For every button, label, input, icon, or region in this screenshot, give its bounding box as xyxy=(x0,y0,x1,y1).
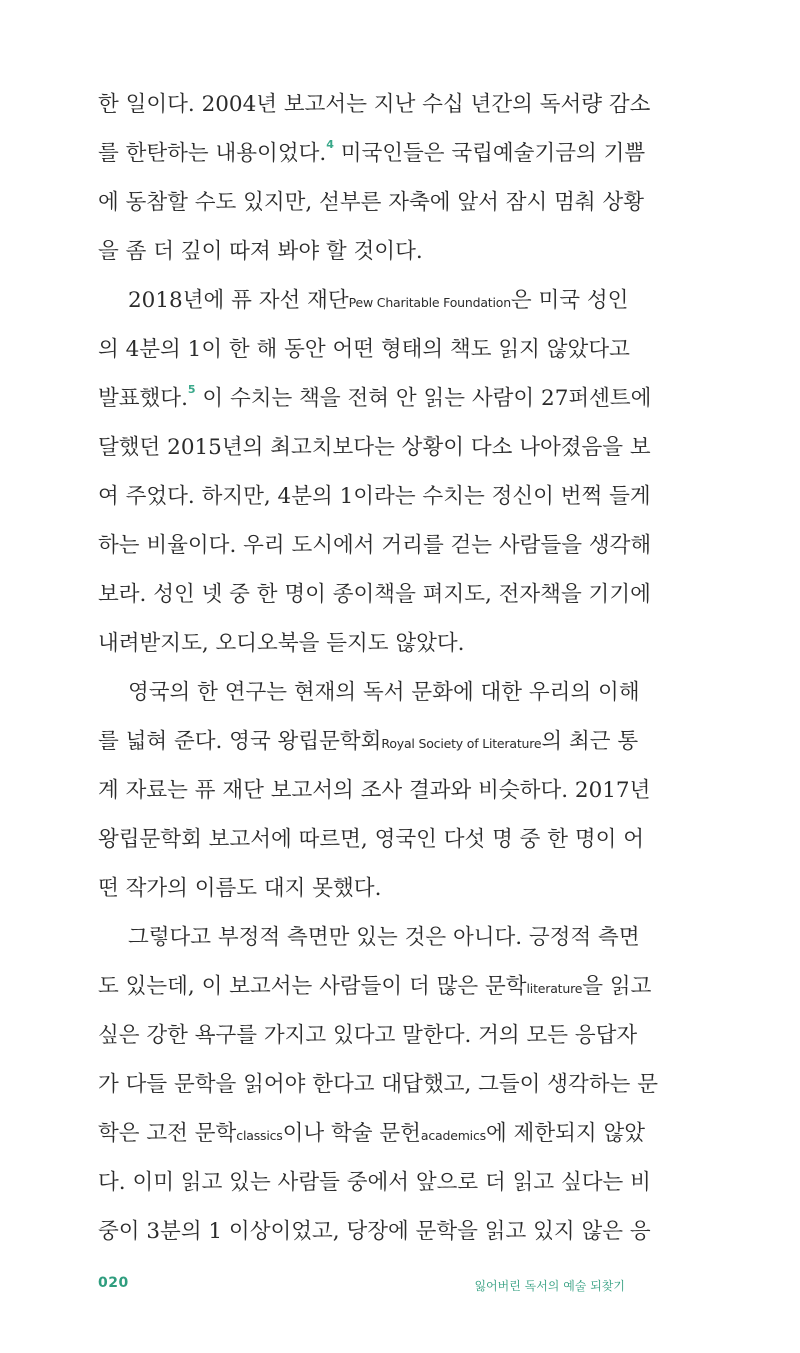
text-line xyxy=(98,815,645,864)
text-line xyxy=(98,1109,646,1158)
line-text: 2018년에 퓨 자선 재단 xyxy=(128,288,349,313)
text-line xyxy=(98,423,651,472)
text-line xyxy=(98,227,625,276)
line-text: 다. 이미 읽고 있는 사람들 중에서 앞으로 더 읽고 싶다는 비 xyxy=(98,1170,651,1195)
body-text xyxy=(98,80,658,1256)
page-footer xyxy=(98,1275,625,1297)
footnote-marker-5[interactable]: 5 xyxy=(187,383,196,396)
text-line xyxy=(98,276,629,325)
line-text: 가 다들 문학을 읽어야 한다고 대답했고, 그들이 생각하는 문 xyxy=(98,1072,658,1097)
text-line xyxy=(98,570,651,619)
text-line xyxy=(98,1207,651,1256)
footnote-marker-4[interactable]: 4 xyxy=(326,138,334,151)
line-text: 달했던 2015년의 최고치보다는 상황이 다소 나아졌음을 보 xyxy=(98,435,651,460)
text-line xyxy=(98,717,639,766)
line-text: 이나 학술 문헌 xyxy=(282,1121,421,1146)
text-line xyxy=(98,521,652,570)
line-text: 도 있는데, 이 보고서는 사람들이 더 많은 문학 xyxy=(98,974,527,999)
line-text: 한 일이다. 2004년 보고서는 지난 수십 년간의 독서량 감소 xyxy=(98,92,651,117)
line-text: 발표했다. xyxy=(98,386,188,411)
text-line xyxy=(98,913,640,962)
running-title: 잃어버린 독서의 예술 되찾기 xyxy=(474,1279,625,1293)
line-text: 에 제한되지 않았 xyxy=(485,1121,646,1146)
line-text: 보라. 성인 넷 중 한 명이 종이책을 펴지도, 전자책을 기기에 xyxy=(98,582,651,607)
english-gloss: academics xyxy=(420,1128,486,1143)
line-text: 을 읽고 xyxy=(582,974,652,999)
paragraph-1 xyxy=(98,80,651,276)
paragraph-3 xyxy=(98,668,651,913)
line-text: 의 최근 통 xyxy=(541,729,639,754)
line-text: 를 넓혀 준다. 영국 왕립문학회 xyxy=(98,729,382,754)
page-number: 020 xyxy=(98,1275,129,1291)
text-line xyxy=(98,864,625,913)
line-text: 을 좀 더 깊이 따져 봐야 할 것이다. xyxy=(98,239,423,264)
text-line xyxy=(98,80,651,129)
paragraph-4 xyxy=(98,913,658,1256)
line-text: 에 동참할 수도 있지만, 섣부른 자축에 앞서 잠시 멈춰 상황 xyxy=(98,190,645,215)
line-text: 학은 고전 문학 xyxy=(98,1121,237,1146)
line-text: 미국인들은 국립예술기금의 기쁨 xyxy=(333,141,646,166)
line-text: 왕립문학회 보고서에 따르면, 영국인 다섯 명 중 한 명이 어 xyxy=(98,827,645,852)
text-line xyxy=(98,962,652,1011)
line-text: 이 수치는 책을 전혀 안 읽는 사람이 27퍼센트에 xyxy=(195,386,652,411)
text-line xyxy=(98,129,646,178)
text-line xyxy=(98,472,651,521)
line-text: 계 자료는 퓨 재단 보고서의 조사 결과와 비슷하다. 2017년 xyxy=(98,778,651,803)
english-gloss: Royal Society of Literature xyxy=(381,736,542,751)
english-gloss: Pew Charitable Foundation xyxy=(348,295,511,310)
text-line xyxy=(98,668,640,717)
line-text: 은 미국 성인 xyxy=(510,288,629,313)
text-line xyxy=(98,1158,651,1207)
line-text: 내려받지도, 오디오북을 듣지도 않았다. xyxy=(98,631,465,656)
text-line xyxy=(98,619,625,668)
line-text: 그렇다고 부정적 측면만 있는 것은 아니다. 긍정적 측면 xyxy=(128,925,640,950)
paragraph-2 xyxy=(98,276,652,668)
line-text: 의 4분의 1이 한 해 동안 어떤 형태의 책도 읽지 않았다고 xyxy=(98,337,630,362)
text-line xyxy=(98,1060,658,1109)
text-line xyxy=(98,325,630,374)
line-text: 싶은 강한 욕구를 가지고 있다고 말한다. 거의 모든 응답자 xyxy=(98,1023,638,1048)
line-text: 중이 3분의 1 이상이었고, 당장에 문학을 읽고 있지 않은 응 xyxy=(98,1219,651,1244)
english-gloss: classics xyxy=(236,1128,283,1143)
line-text: 떤 작가의 이름도 대지 못했다. xyxy=(98,876,382,901)
text-line xyxy=(98,1011,638,1060)
text-line xyxy=(98,374,652,423)
english-gloss: literature xyxy=(526,981,583,996)
line-text: 하는 비율이다. 우리 도시에서 거리를 걷는 사람들을 생각해 xyxy=(98,533,652,558)
line-text: 여 주었다. 하지만, 4분의 1이라는 수치는 정신이 번쩍 들게 xyxy=(98,484,651,509)
text-line xyxy=(98,766,651,815)
text-line xyxy=(98,178,645,227)
line-text: 영국의 한 연구는 현재의 독서 문화에 대한 우리의 이해 xyxy=(128,680,640,705)
line-text: 를 한탄하는 내용이었다. xyxy=(98,141,327,166)
